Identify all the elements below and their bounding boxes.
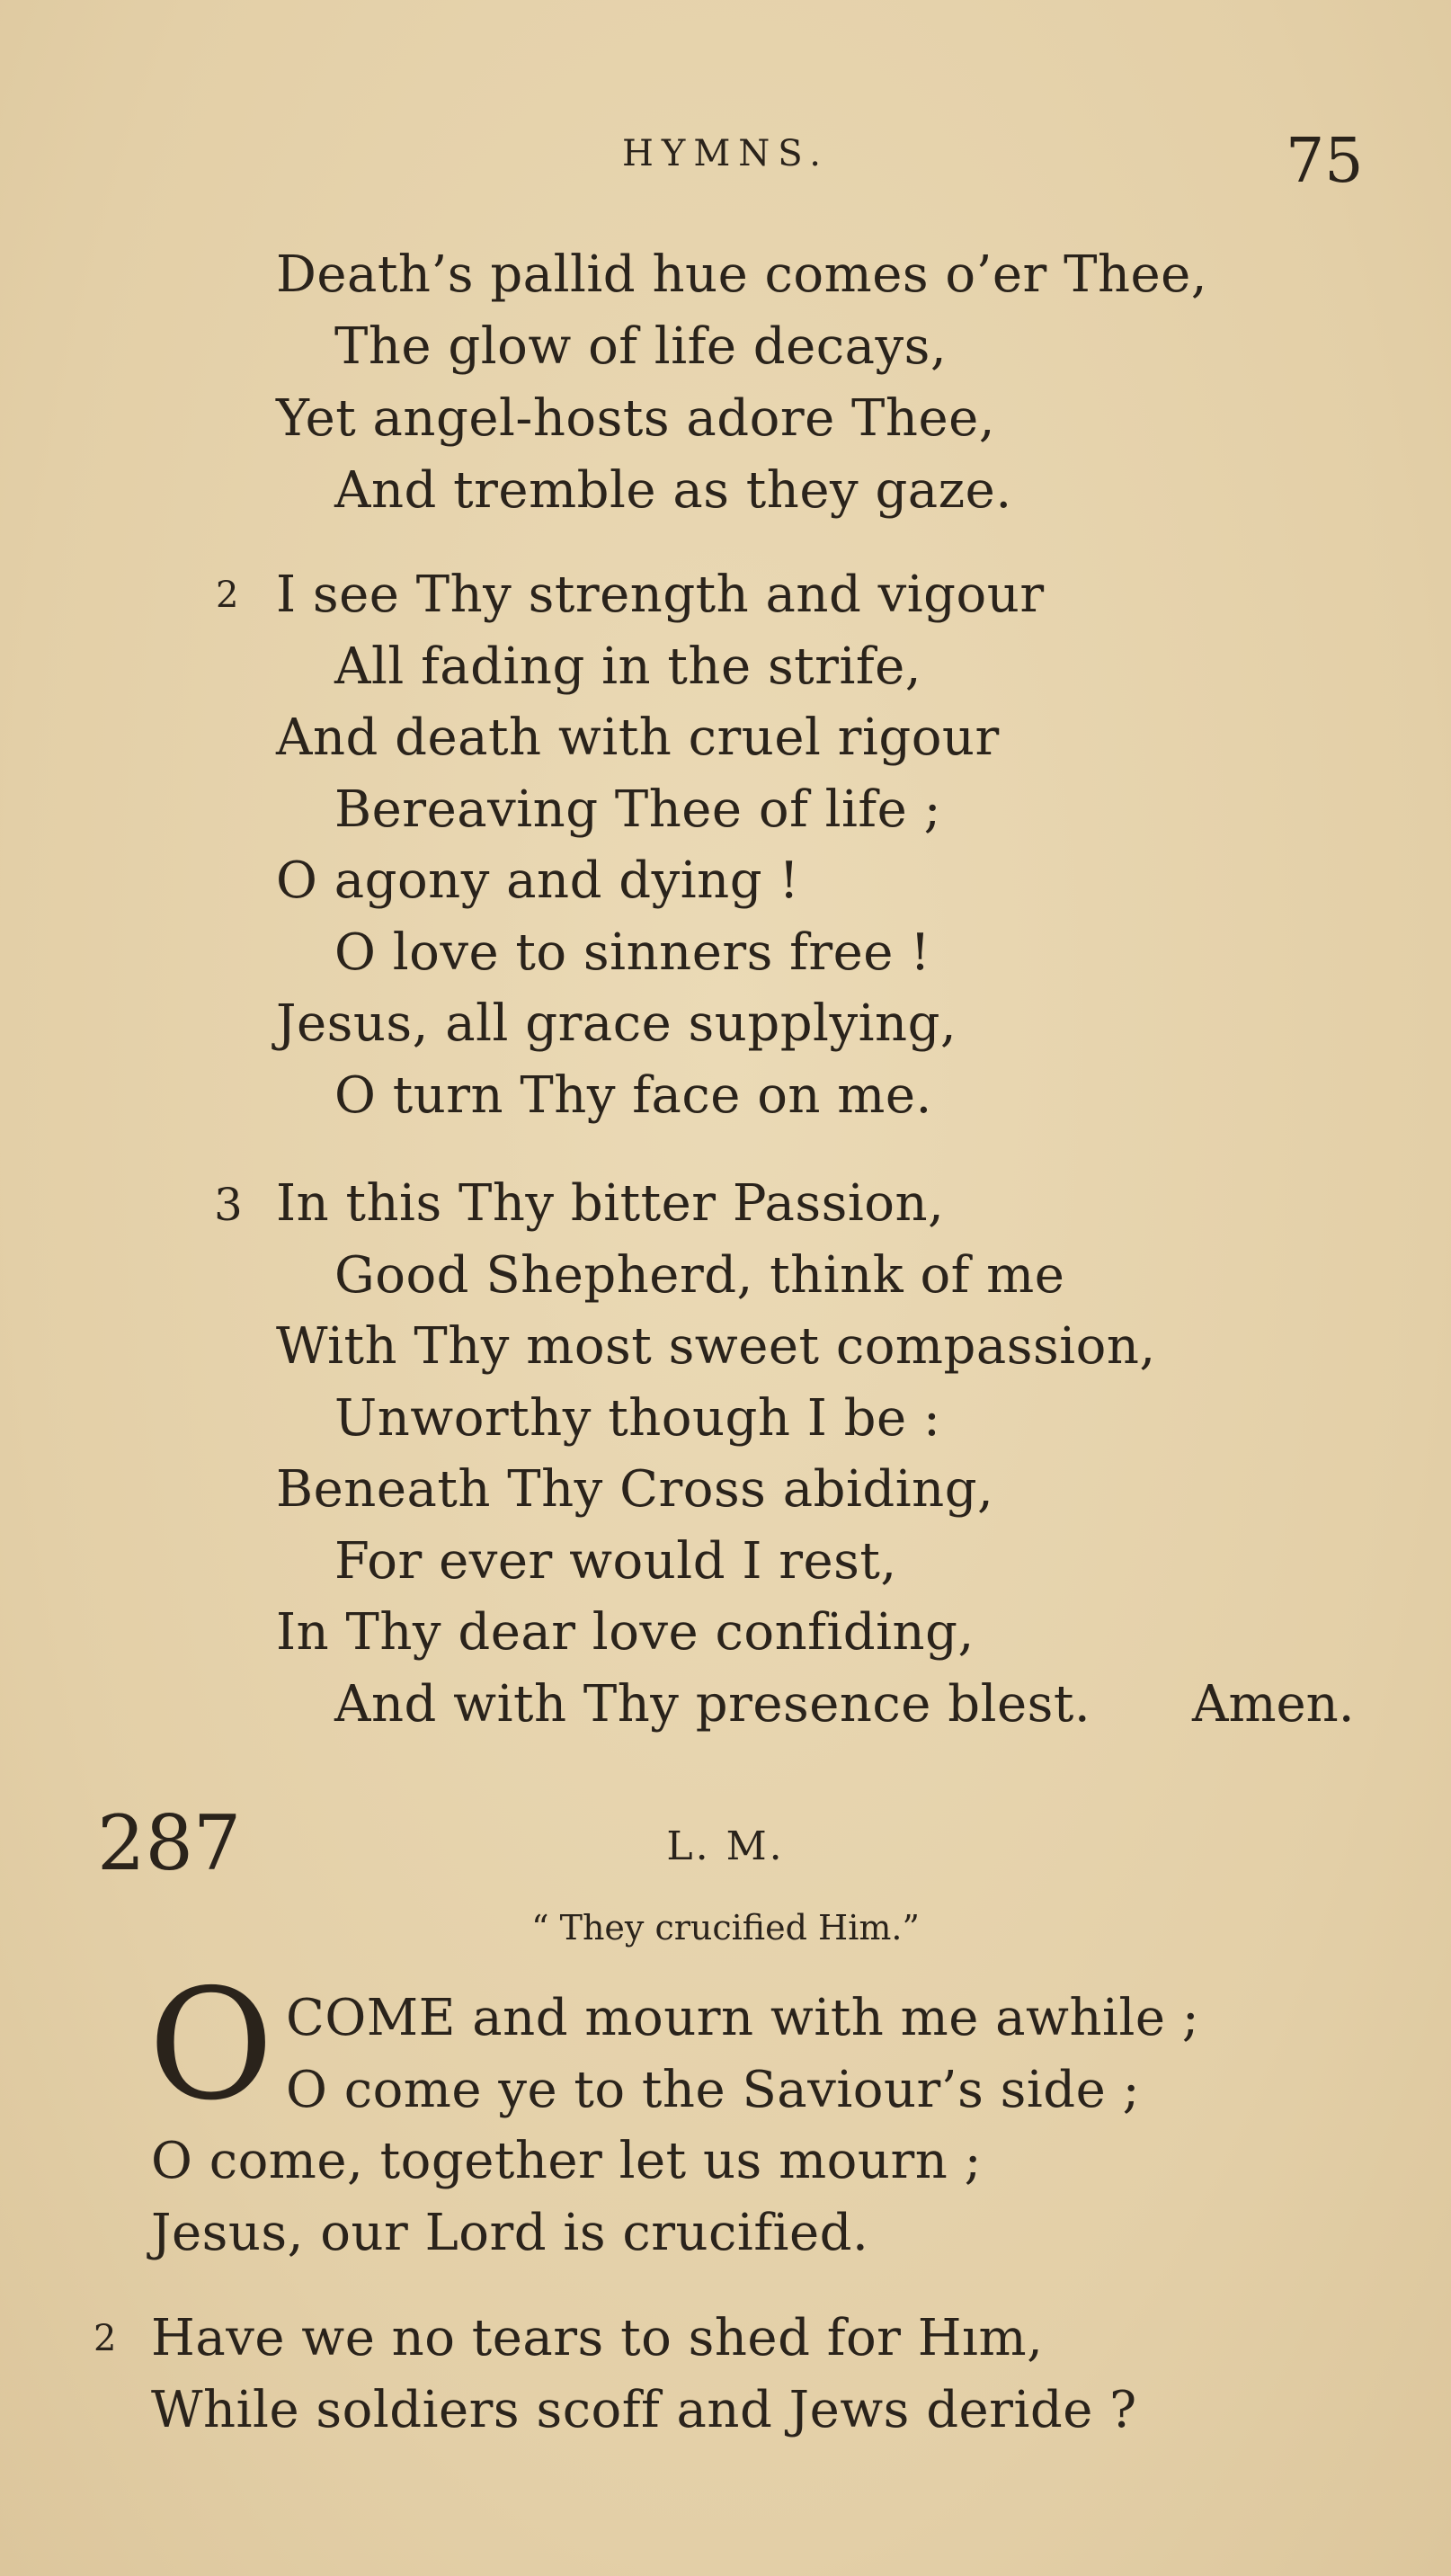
verse-line: Jesus, our Lord is crucified. <box>151 2204 869 2262</box>
verse-line: O come ye to the Saviour’s side ; <box>286 2061 1140 2119</box>
verse-line: And death with cruel rigour <box>276 709 1000 767</box>
verse-line: Yet angel-hosts adore Thee, <box>276 389 996 448</box>
amen: Amen. <box>1192 1675 1355 1734</box>
verse-line: The glow of life decays, <box>334 317 948 376</box>
verse-line: While soldiers scoff and Jews deride ? <box>151 2381 1137 2439</box>
verse-line: COME and mourn with me awhile ; <box>286 1989 1200 2047</box>
verse-line: Good Shepherd, think of me <box>334 1246 1065 1305</box>
hymn-number: 287 <box>97 1799 242 1887</box>
verse-line: And tremble as they gaze. <box>334 461 1012 520</box>
verse-line: Beneath Thy Cross abiding, <box>276 1460 994 1519</box>
stanza-number: 2 <box>216 575 239 616</box>
hymn-meter: L. M. <box>666 1823 785 1869</box>
verse-line: With Thy most sweet compassion, <box>276 1317 1156 1376</box>
drop-cap: O <box>148 1957 274 2135</box>
verse-line: For ever would I rest, <box>334 1532 897 1591</box>
verse-line: O love to sinners free ! <box>334 923 931 982</box>
verse-line: O turn Thy face on me. <box>334 1066 932 1125</box>
stanza-number: 3 <box>214 1179 243 1231</box>
verse-line: And with Thy presence blest. <box>334 1675 1091 1734</box>
verse-line: Jesus, all grace supplying, <box>276 994 957 1053</box>
stanza-number: 2 <box>93 2318 117 2359</box>
running-title: HYMNS. <box>622 133 829 174</box>
verse-line: Bereaving Thee of life ; <box>334 780 941 839</box>
verse-line: O agony and dying ! <box>276 851 800 910</box>
verse-line: All fading in the strife, <box>334 637 922 696</box>
scripture-reference: “ They crucified Him.” <box>531 1908 920 1948</box>
verse-line: Have we no tears to shed for Hım, <box>151 2309 1044 2367</box>
verse-line: Unworthy though I be : <box>334 1389 941 1448</box>
page-number: 75 <box>1286 126 1364 197</box>
verse-line: Death’s pallid hue comes o’er Thee, <box>276 245 1208 304</box>
verse-line: O come, together let us mourn ; <box>151 2132 982 2190</box>
verse-line: In Thy dear love confiding, <box>276 1603 975 1662</box>
verse-line: In this Thy bitter Passion, <box>276 1174 945 1233</box>
verse-line: I see Thy strength and vigour <box>276 566 1045 624</box>
